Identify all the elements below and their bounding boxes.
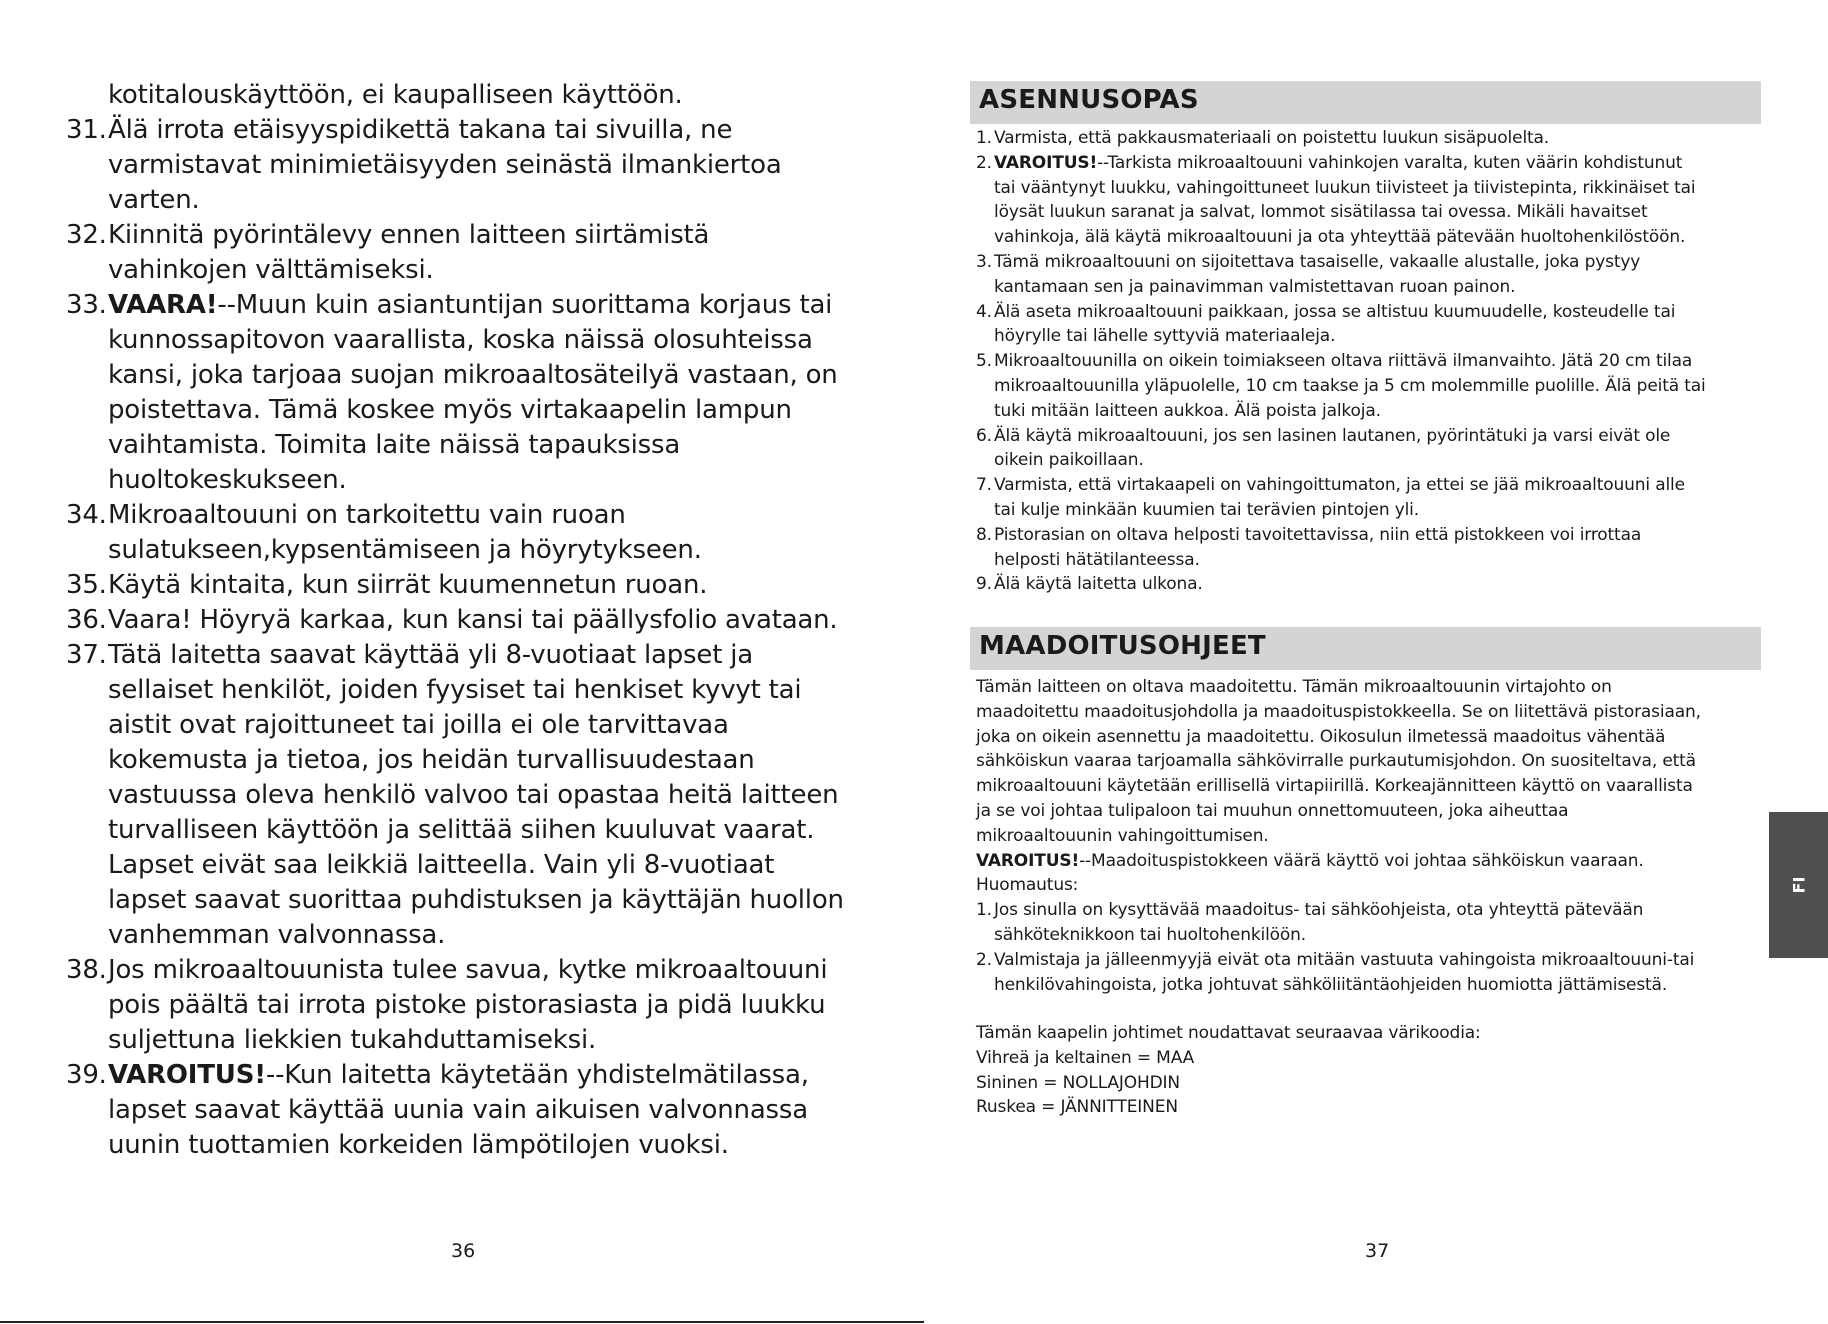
item-text: sähköteknikkoon tai huoltohenkilöön. (994, 924, 1307, 945)
item-number: 2. (976, 152, 992, 173)
warning-label: VAROITUS! (976, 850, 1080, 871)
item-text: Käytä kintaita, kun siirrät kuumennetun ruoan. (108, 570, 708, 600)
list-item (976, 948, 1776, 973)
list-item (976, 498, 1776, 523)
item-number: 5. (976, 351, 992, 372)
list-item (66, 393, 866, 428)
list-item (66, 358, 866, 393)
installation-list (976, 126, 1776, 597)
item-number: 3. (976, 251, 992, 272)
page-number-left: 36 (451, 1240, 476, 1262)
item-number: 33. (66, 290, 107, 320)
list-item (66, 778, 866, 813)
list-item (976, 250, 1776, 275)
item-text: Jos mikroaaltouunista tulee savua, kytke mikroaaltouuni (108, 955, 828, 985)
item-text: kansi, joka tarjoaa suojan mikroaaltosäteilyä vastaan, on (108, 360, 838, 390)
item-text: Älä aseta mikroaaltouuni paikkaan, jossa se altistuu kuumuudelle, kosteudelle tai (994, 301, 1676, 322)
color-code-intro: Tämän kaapelin johtimet noudattavat seuraavaa värikoodia: (976, 1023, 1481, 1043)
notes-list (976, 898, 1776, 997)
color-code-earth: Vihreä ja keltainen = MAA (976, 1047, 1195, 1068)
list-item (66, 1128, 866, 1163)
item-text: Pistorasian on oltava helposti tavoitettavissa, niin että pistokkeen voi irrottaa (994, 524, 1642, 545)
color-code-live: Ruskea = JÄNNITTEINEN (976, 1097, 1178, 1118)
page-number-right: 37 (1365, 1240, 1390, 1262)
item-text: vaihtamista. Toimita laite näissä tapauksissa (108, 430, 681, 460)
item-warning-label: VAROITUS! (108, 1060, 266, 1090)
item-number: 34. (66, 500, 107, 530)
list-item (66, 323, 866, 358)
item-text: Kiinnitä pyörintälevy ennen laitteen siirtämistä (108, 220, 710, 250)
item-text: kantamaan sen ja painavimman valmistettavan ruoan painon. (994, 276, 1516, 297)
grounding-paragraph (976, 675, 1776, 849)
list-item (66, 813, 866, 848)
item-text: Älä irrota etäisyyspidikettä takana tai sivuilla, ne (108, 115, 733, 145)
list-item (66, 113, 866, 148)
list-item (976, 572, 1776, 597)
item-text: lapset saavat suorittaa puhdistuksen ja käyttäjän huollon (108, 885, 844, 915)
list-item (66, 918, 866, 953)
item-text: vahinkojen välttämiseksi. (108, 255, 434, 285)
item-text: Älä käytä mikroaaltouuni, jos sen lasinen lautanen, pyörintätuki ja varsi eivät ole (994, 425, 1671, 446)
item-text: Mikroaaltouunilla on oikein toimiakseen oltava riittävä ilmanvaihto. Jätä 20 cm tilaa (994, 351, 1693, 372)
item-number: 39. (66, 1060, 107, 1090)
item-number: 7. (976, 475, 992, 496)
item-number: 2. (976, 949, 992, 970)
list-item (976, 973, 1776, 998)
item-text: Vaara! Höyryä karkaa, kun kansi tai päällysfolio avataan. (108, 605, 838, 635)
paragraph-line: ja se voi johtaa tulipaloon tai muuhun onnettomuuteen, joka aiheuttaa (976, 800, 1569, 821)
list-item (66, 568, 866, 603)
list-item (66, 463, 866, 498)
color-code-block (976, 1021, 1776, 1120)
item-text: --Muun kuin asiantuntijan suorittama korjaus tai (217, 290, 833, 320)
list-item (976, 548, 1776, 573)
item-text: helposti hätätilanteessa. (994, 549, 1200, 570)
item-text: pois päältä tai irrota pistoke pistorasiasta ja pidä luukku (108, 990, 826, 1020)
item-text: mikroaaltouunilla yläpuolelle, 10 cm taakse ja 5 cm molemmille puolille. Älä peitä tai (994, 375, 1706, 396)
item-text: tuki mitään laitteen aukkoa. Älä poista jalkoja. (994, 400, 1381, 421)
color-code-neutral: Sininen = NOLLAJOHDIN (976, 1072, 1180, 1093)
language-tab-label: FI (1789, 876, 1808, 894)
list-item (66, 288, 866, 323)
list-item (66, 603, 866, 638)
item-text: aistit ovat rajoittuneet tai joilla ei ole tarvittavaa (108, 710, 729, 740)
item-text: suljettuna liekkien tukahduttamiseksi. (108, 1025, 597, 1055)
item-text: sulatukseen,kypsentämiseen ja höyrytykseen. (108, 535, 702, 565)
list-item (976, 523, 1776, 548)
list-item (66, 708, 866, 743)
list-item (66, 673, 866, 708)
item-text: Lapset eivät saa leikkiä laitteella. Vain yli 8-vuotiaat (108, 850, 775, 880)
item-text: Tämä mikroaaltouuni on sijoitettava tasaiselle, vakaalle alustalle, joka pystyy (994, 251, 1641, 272)
item-text: löysät luukun saranat ja salvat, lommot sisätilassa tai ovessa. Mikäli havaitset (994, 202, 1648, 223)
language-tab (1769, 812, 1828, 958)
list-item (976, 126, 1776, 151)
grounding-block (976, 675, 1776, 997)
list-item (976, 349, 1776, 374)
item-number: 37. (66, 640, 107, 670)
list-item (66, 78, 866, 113)
item-text: tai vääntynyt luukku, vahingoittuneet luukun tiivisteet ja tiivistepinta, rikkinäiset tai (994, 177, 1696, 198)
paragraph-line: sähköiskun vaaraa tarjoamalla sähkövirralle purkautumisjohdon. On suositeltava, että (976, 751, 1696, 772)
section-header-grounding (970, 627, 1761, 670)
bottom-rule (0, 1321, 924, 1323)
item-number: 1. (976, 900, 992, 921)
list-item (66, 953, 866, 988)
item-number: 9. (976, 574, 992, 595)
list-item (976, 424, 1776, 449)
list-item (66, 533, 866, 568)
paragraph-line: joka on oikein asennettu ja maadoitettu. Oikosulun ilmetessä maadoitus vähentää (976, 726, 1666, 747)
paragraph-line: mikroaaltouunin vahingoittumisen. (976, 825, 1269, 846)
item-text: Valmistaja ja jälleenmyyjä eivät ota mitään vastuuta vahingoista mikroaaltouuni-tai (994, 949, 1695, 970)
item-text: henkilövahingoista, jotka johtuvat sähköliitäntäohjeiden huomiotta jättämisestä. (994, 974, 1668, 995)
item-text: Varmista, että virtakaapeli on vahingoittumaton, ja ettei se jää mikroaaltouuni alle (994, 475, 1685, 496)
grounding-warning (976, 849, 1776, 874)
list-item (976, 275, 1776, 300)
item-text: --Tarkista mikroaaltouuni vahinkojen varalta, kuten väärin kohdistunut (1097, 152, 1683, 173)
warning-text: --Maadoituspistokkeen väärä käyttö voi johtaa sähköiskun vaaraan. (1079, 850, 1644, 871)
paragraph-line: Tämän laitteen on oltava maadoitettu. Tämän mikroaaltouunin virtajohto on (976, 677, 1612, 697)
right-page (914, 0, 1828, 1324)
list-item (66, 988, 866, 1023)
paragraph-line: mikroaaltouuni käytetään erillisellä virtapiirillä. Korkeajännitteen käyttö on vaarallista (976, 776, 1693, 797)
item-text: huoltokeskukseen. (108, 465, 347, 495)
list-item (976, 176, 1776, 201)
list-item (976, 399, 1776, 424)
item-number: 1. (976, 128, 992, 148)
list-item (976, 324, 1776, 349)
list-item (66, 148, 866, 183)
list-item (66, 1093, 866, 1128)
list-item (976, 473, 1776, 498)
item-text: vastuussa oleva henkilö valvoo tai opastaa heitä laitteen (108, 780, 839, 810)
item-text: vahinkoja, älä käytä mikroaaltouuni ja ota yhteyttää pätevään huoltohenkilöstöön. (994, 227, 1686, 248)
item-text: Jos sinulla on kysyttävää maadoitus- tai sähköohjeista, ota yhteyttä pätevään (994, 900, 1644, 921)
list-item (976, 374, 1776, 399)
item-text: kunnossapitovon vaarallista, koska näissä olosuhteissa (108, 325, 813, 355)
list-item (976, 923, 1776, 948)
item-text: Tätä laitetta saavat käyttää yli 8-vuotiaat lapset ja (108, 640, 754, 670)
item-text: kotitalouskäyttöön, ei kaupalliseen käyttöön. (108, 80, 683, 110)
list-item (66, 428, 866, 463)
item-number: 6. (976, 425, 992, 446)
list-item (66, 1058, 866, 1093)
list-item (66, 1023, 866, 1058)
list-item (66, 883, 866, 918)
item-text: kokemusta ja tietoa, jos heidän turvallisuudestaan (108, 745, 755, 775)
safety-instructions-list (66, 78, 866, 1163)
list-item (66, 183, 866, 218)
paragraph-line: maadoitettu maadoitusjohdolla ja maadoituspistokkeella. Se on liitettävä pistorasiaan, (976, 701, 1701, 722)
item-text: höyrylle tai lähelle syttyviä materiaaleja. (994, 326, 1336, 347)
list-item (976, 151, 1776, 176)
item-number: 36. (66, 605, 107, 635)
item-text: varten. (108, 185, 200, 215)
item-number: 38. (66, 955, 107, 985)
list-item (66, 743, 866, 778)
list-item (976, 225, 1776, 250)
section-header-installation (970, 81, 1761, 124)
list-item (66, 218, 866, 253)
item-text: lapset saavat käyttää uunia vain aikuisen valvonnassa (108, 1095, 808, 1125)
item-warning-label: VAROITUS! (994, 152, 1098, 173)
list-item (976, 448, 1776, 473)
list-item (66, 498, 866, 533)
list-item (976, 200, 1776, 225)
item-text: varmistavat minimietäisyyden seinästä ilmankiertoa (108, 150, 782, 180)
item-text: Älä käytä laitetta ulkona. (994, 574, 1203, 595)
item-text: oikein paikoillaan. (994, 450, 1144, 471)
item-number: 31. (66, 115, 107, 145)
note-label: Huomautus: (976, 875, 1079, 896)
item-number: 4. (976, 301, 992, 322)
item-text: poistettava. Tämä koskee myös virtakaapelin lampun (108, 395, 792, 425)
list-item (976, 300, 1776, 325)
item-text: sellaiset henkilöt, joiden fyysiset tai henkiset kyvyt tai (108, 675, 802, 705)
list-item (66, 638, 866, 673)
item-text: tai kulje minkään kuumien tai terävien pintojen yli. (994, 499, 1420, 520)
item-number: 32. (66, 220, 107, 250)
item-text: uunin tuottamien korkeiden lämpötilojen vuoksi. (108, 1130, 729, 1160)
item-text: vanhemman valvonnassa. (108, 920, 446, 950)
list-item (66, 848, 866, 883)
section-title-grounding: MAADOITUSOHJEET (979, 631, 1266, 661)
item-number: 35. (66, 570, 107, 600)
item-text: Varmista, että pakkausmateriaali on poistettu luukun sisäpuolelta. (994, 128, 1550, 148)
item-text: Mikroaaltouuni on tarkoitettu vain ruoan (108, 500, 626, 530)
list-item (976, 898, 1776, 923)
item-warning-label: VAARA! (108, 290, 218, 320)
list-item (66, 253, 866, 288)
item-text: turvalliseen käyttöön ja selittää siihen kuuluvat vaarat. (108, 815, 815, 845)
item-text: --Kun laitetta käytetään yhdistelmätilassa, (265, 1060, 809, 1090)
section-title-installation: ASENNUSOPAS (979, 85, 1199, 115)
item-number: 8. (976, 524, 992, 545)
